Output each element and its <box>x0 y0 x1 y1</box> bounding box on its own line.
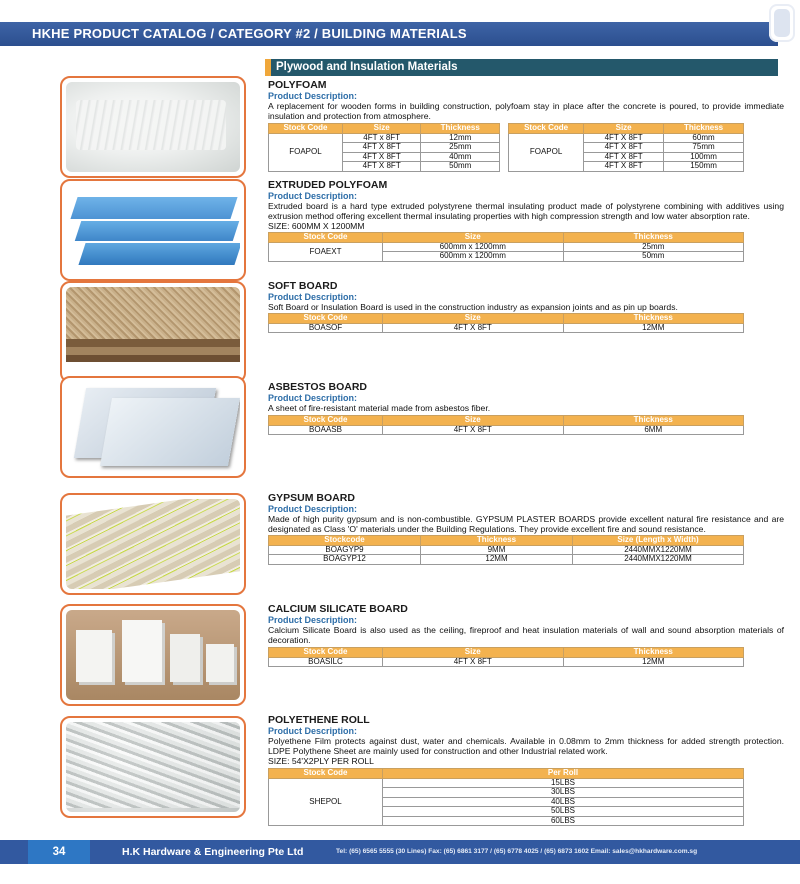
table-header: Stock Code <box>269 769 383 779</box>
product-title: POLYETHENE ROLL <box>268 714 370 726</box>
size-cell: 4FT X 8FT <box>584 134 664 143</box>
stock-code-cell: FOAPOL <box>269 134 343 172</box>
table-header: Thickness <box>421 536 573 546</box>
spec-table <box>508 123 744 172</box>
thickness-cell: 50mm <box>563 252 744 261</box>
product-description: Polyethene Film protects against dust, water and chemicals. Available in 0.08mm to 2mm thickness for added strength protection. LDPE Polythene Sheet are mainly used for construction and other Industrial related work. <box>268 736 784 756</box>
thickness-cell: 12mm <box>421 134 500 143</box>
size-cell: 4FT X 8FT <box>342 152 421 161</box>
table-header: Size <box>383 314 564 324</box>
thickness-cell: 50mm <box>421 162 500 171</box>
calcium-silicate-board-image <box>60 604 246 706</box>
table-header: Size <box>383 416 564 426</box>
product-gypsum-board <box>268 493 784 565</box>
size-cell: 4FT X 8FT <box>383 658 564 667</box>
size-cell: 4FT x 8FT <box>342 134 421 143</box>
gypsum-board-image <box>60 493 246 595</box>
table-header: Stock Code <box>269 416 383 426</box>
thickness-cell: 12MM <box>563 658 744 667</box>
soft-board-image <box>60 281 246 383</box>
size-cell: 4FT X 8FT <box>383 426 564 435</box>
size-cell: 4FT X 8FT <box>383 324 564 333</box>
stock-code-cell: BOAASB <box>269 426 383 435</box>
stock-code-cell: BOAGYP9 <box>269 546 421 555</box>
product-polyfoam <box>268 80 784 172</box>
thickness-cell: 12MM <box>421 555 573 564</box>
table-header: Stock Code <box>269 314 383 324</box>
product-description: A sheet of fire-resistant material made from asbestos fiber. <box>268 403 491 413</box>
size-cell: 2440MMX1220MM <box>573 546 744 555</box>
per-roll-cell: 15LBS <box>383 779 744 788</box>
polyethene-roll-image <box>60 716 246 818</box>
page-number: 34 <box>28 840 90 864</box>
product-description: A replacement for wooden forms in building construction, polyfoam stay in place after the concrete is poured, to provide immediate insulation and protection from atmosphere. <box>268 101 784 121</box>
stock-code-cell: SHEPOL <box>269 779 383 826</box>
thickness-cell: 60mm <box>664 134 744 143</box>
table-header: Size (Length x Width) <box>573 536 744 546</box>
footer-company-name: H.K Hardware & Engineering Pte Ltd <box>122 846 304 858</box>
spec-table <box>268 232 744 262</box>
thickness-cell: 12MM <box>563 324 744 333</box>
product-subtitle: Product Description: <box>268 191 358 201</box>
table-row <box>269 779 744 788</box>
thickness-cell: 25mm <box>563 243 744 252</box>
spec-table <box>268 313 744 333</box>
stock-code-cell: BOASILC <box>269 658 383 667</box>
table-row <box>269 555 744 564</box>
size-cell: 600mm x 1200mm <box>383 243 564 252</box>
product-description: Calcium Silicate Board is also used as the ceiling, fireproof and heat insulation materials of wall and sound absorption materials of decoration. <box>268 625 784 645</box>
size-cell: 4FT X 8FT <box>342 162 421 171</box>
spec-table <box>268 123 500 172</box>
thickness-cell: 75mm <box>664 143 744 152</box>
product-polyethene-roll <box>268 715 784 826</box>
size-cell: 600mm x 1200mm <box>383 252 564 261</box>
product-title: POLYFOAM <box>268 79 327 91</box>
spec-table <box>268 415 744 435</box>
spec-table <box>268 647 744 667</box>
size-note: SIZE: 54'X2PLY PER ROLL <box>268 756 374 766</box>
product-calcium-silicate-board <box>268 604 784 667</box>
product-subtitle: Product Description: <box>268 393 358 403</box>
thickness-cell: 9MM <box>421 546 573 555</box>
thickness-cell: 150mm <box>664 162 744 171</box>
table-header: Thickness <box>563 314 744 324</box>
table-header: Stock Code <box>509 124 584 134</box>
thickness-cell: 6MM <box>563 426 744 435</box>
spec-table <box>268 768 744 826</box>
size-cell: 4FT X 8FT <box>584 143 664 152</box>
product-title: GYPSUM BOARD <box>268 492 355 504</box>
thickness-cell: 100mm <box>664 152 744 161</box>
table-header: Thickness <box>664 124 744 134</box>
thickness-cell: 25mm <box>421 143 500 152</box>
stock-code-cell: FOAPOL <box>509 134 584 172</box>
extruded-polyfoam-image <box>60 179 246 281</box>
product-subtitle: Product Description: <box>268 292 358 302</box>
product-description: Made of high purity gypsum and is non-combustible. GYPSUM PLASTER BOARDS provide excellent natural fire resistance and are designated as Class 'O' materials under the Building Regulations. They provide excellent fire and sound resistance. <box>268 514 784 534</box>
section-stripe <box>265 59 271 76</box>
asbestos-board-image <box>60 376 246 478</box>
table-row <box>269 426 744 435</box>
size-note: SIZE: 600MM X 1200MM <box>268 221 365 231</box>
product-soft-board <box>268 281 784 333</box>
product-description: Extruded board is a hard type extruded polystyrene thermal insulating product made of polystyrene combining with additives using extrusion method offering excellent thermal insulating properties with high compression strength and low water absorption rate. <box>268 201 784 221</box>
per-roll-cell: 40LBS <box>383 797 744 806</box>
size-cell: 4FT X 8FT <box>584 162 664 171</box>
per-roll-cell: 50LBS <box>383 807 744 816</box>
per-roll-cell: 30LBS <box>383 788 744 797</box>
product-subtitle: Product Description: <box>268 504 358 514</box>
footer-contact-info: Tel: (65) 6565 5555 (30 Lines) Fax: (65) 6861 3177 / (65) 6778 4025 / (65) 6873 1602 Email: sales@hkhardware.com.sg <box>336 848 698 855</box>
page-tab-marker <box>769 4 795 42</box>
thickness-cell: 40mm <box>421 152 500 161</box>
product-title: SOFT BOARD <box>268 280 338 292</box>
table-row <box>269 324 744 333</box>
stock-code-cell: BOASOF <box>269 324 383 333</box>
per-roll-cell: 60LBS <box>383 816 744 825</box>
stock-code-cell: FOAEXT <box>269 243 383 262</box>
size-cell: 4FT X 8FT <box>342 143 421 152</box>
table-header: Thickness <box>563 416 744 426</box>
product-extruded-polyfoam <box>268 180 784 262</box>
table-header: Per Roll <box>383 769 744 779</box>
product-subtitle: Product Description: <box>268 726 358 736</box>
table-header: Size <box>342 124 421 134</box>
table-header: Size <box>584 124 664 134</box>
spec-table <box>268 535 744 565</box>
size-cell: 2440MMX1220MM <box>573 555 744 564</box>
product-title: CALCIUM SILICATE BOARD <box>268 603 408 615</box>
table-header: Stockcode <box>269 536 421 546</box>
table-header: Size <box>383 648 564 658</box>
page-header-title: HKHE PRODUCT CATALOG / CATEGORY #2 / BUILDING MATERIALS <box>32 26 467 41</box>
size-cell: 4FT X 8FT <box>584 152 664 161</box>
table-header: Thickness <box>563 648 744 658</box>
product-subtitle: Product Description: <box>268 615 358 625</box>
table-header: Size <box>383 233 564 243</box>
product-subtitle: Product Description: <box>268 91 358 101</box>
table-row <box>269 658 744 667</box>
table-header: Stock Code <box>269 124 343 134</box>
table-header: Stock Code <box>269 233 383 243</box>
table-header: Thickness <box>563 233 744 243</box>
table-header: Stock Code <box>269 648 383 658</box>
section-title: Plywood and Insulation Materials <box>276 61 458 73</box>
table-header: Thickness <box>421 124 500 134</box>
polyfoam-image <box>60 76 246 178</box>
product-title: ASBESTOS BOARD <box>268 381 367 393</box>
product-asbestos-board <box>268 382 784 435</box>
product-description: Soft Board or Insulation Board is used in the construction industry as expansion joints and as pin up boards. <box>268 302 678 312</box>
stock-code-cell: BOAGYP12 <box>269 555 421 564</box>
product-title: EXTRUDED POLYFOAM <box>268 179 388 191</box>
table-row <box>269 243 744 252</box>
